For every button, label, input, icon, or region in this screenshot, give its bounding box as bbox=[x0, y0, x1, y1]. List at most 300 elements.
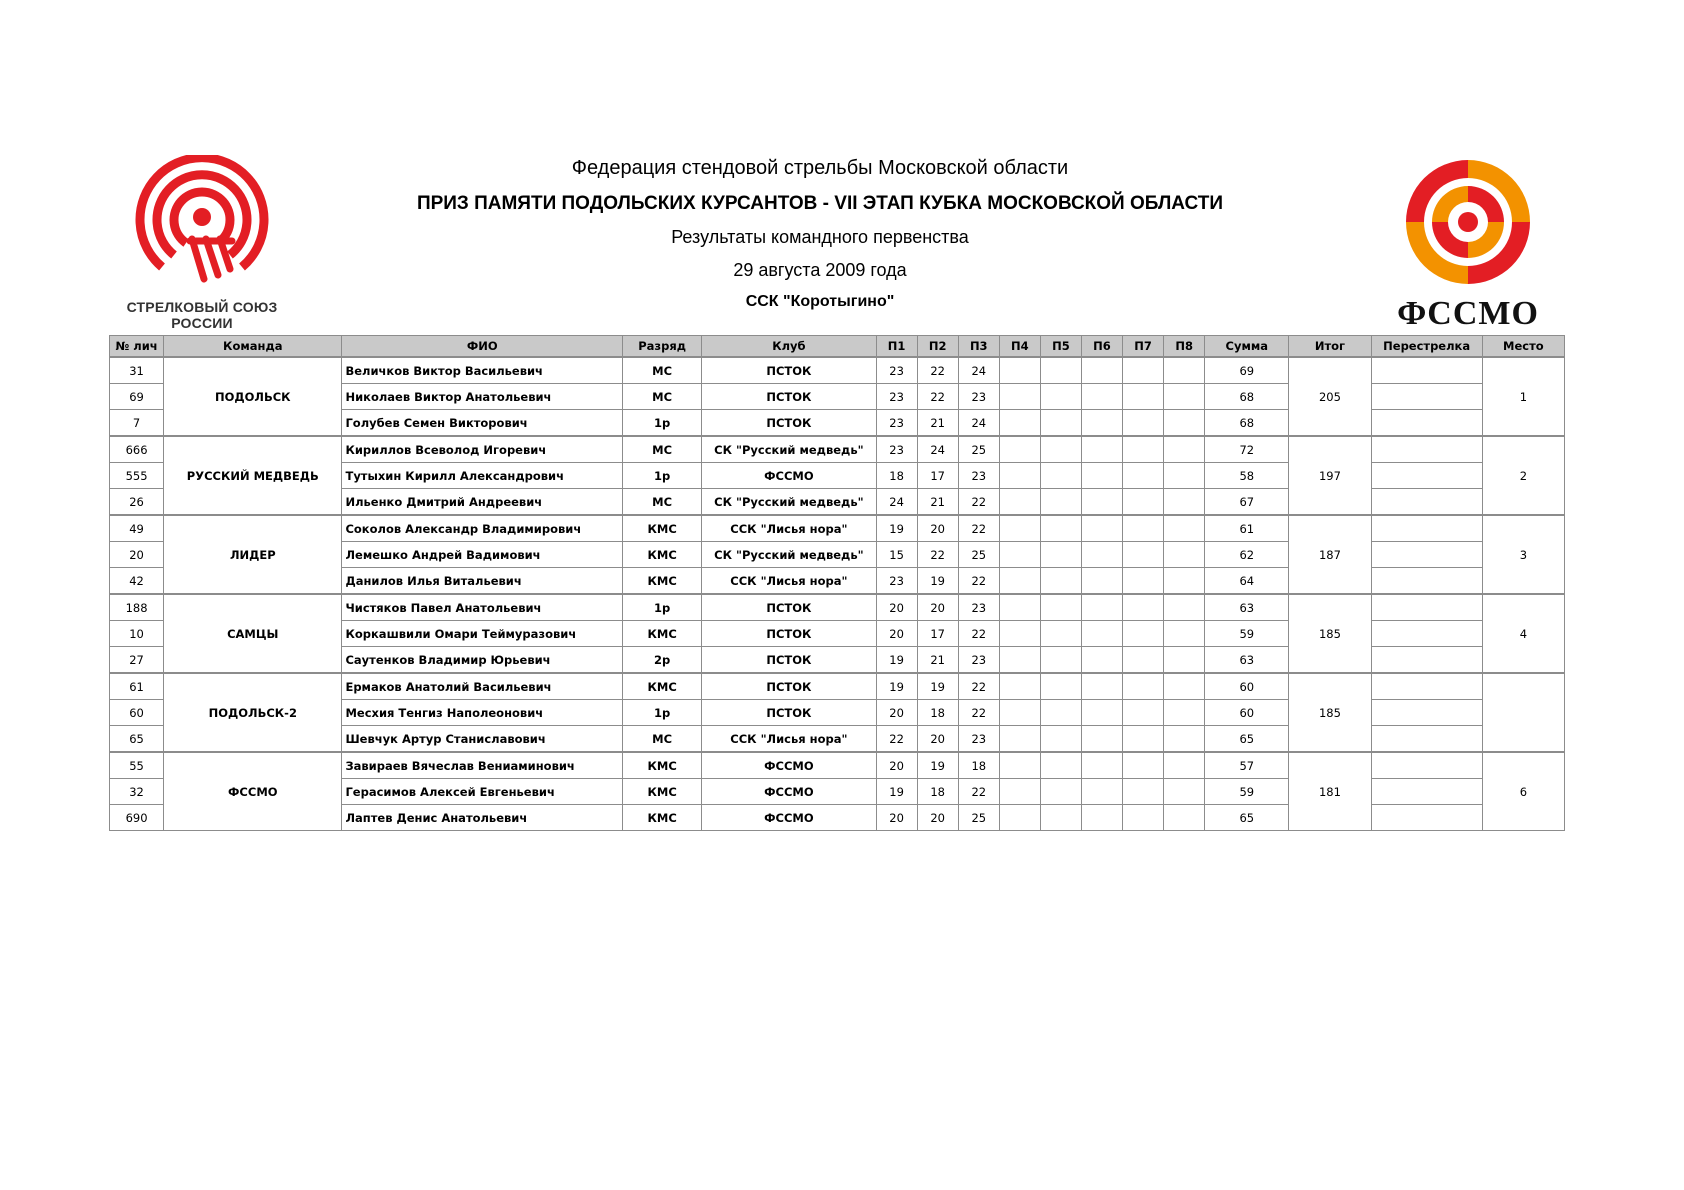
round-3-score: 22 bbox=[958, 515, 999, 542]
round-8-score bbox=[1164, 647, 1205, 674]
shootoff-cell bbox=[1371, 752, 1482, 779]
round-1-score: 18 bbox=[876, 463, 917, 489]
round-2-score: 22 bbox=[917, 542, 958, 568]
round-3-score: 22 bbox=[958, 700, 999, 726]
shooter-number: 690 bbox=[110, 805, 164, 831]
shooter-club: ССК "Лисья нора" bbox=[702, 726, 876, 753]
team-name: ФССМО bbox=[164, 752, 342, 831]
shooter-club: ФССМО bbox=[702, 779, 876, 805]
event-venue: ССК "Коротыгино" bbox=[745, 293, 895, 310]
table-body bbox=[110, 357, 1565, 831]
left-logo-caption-line1: СТРЕЛКОВЫЙ СОЮЗ bbox=[126, 299, 278, 315]
round-8-score bbox=[1164, 542, 1205, 568]
team-total: 197 bbox=[1289, 436, 1371, 515]
shooter-rank: КМС bbox=[623, 568, 702, 595]
shooter-number: 31 bbox=[110, 357, 164, 384]
round-5-score bbox=[1040, 647, 1081, 674]
column-header: П7 bbox=[1123, 336, 1164, 358]
round-7-score bbox=[1123, 463, 1164, 489]
shooter-number: 65 bbox=[110, 726, 164, 753]
shootoff-cell bbox=[1371, 410, 1482, 437]
round-6-score bbox=[1081, 621, 1122, 647]
round-6-score bbox=[1081, 357, 1122, 384]
shooter-sum: 59 bbox=[1205, 779, 1289, 805]
team-name: ПОДОЛЬСК bbox=[164, 357, 342, 436]
shooter-number: 61 bbox=[110, 673, 164, 700]
table-row bbox=[110, 436, 1565, 463]
column-header: Сумма bbox=[1205, 336, 1289, 358]
round-4-score bbox=[999, 515, 1040, 542]
shootoff-cell bbox=[1371, 805, 1482, 831]
shootoff-cell bbox=[1371, 779, 1482, 805]
round-4-score bbox=[999, 726, 1040, 753]
table-row bbox=[110, 594, 1565, 621]
event-title: ПРИЗ ПАМЯТИ ПОДОЛЬСКИХ КУРСАНТОВ - VII ЭТАП КУБКА МОСКОВСКОЙ ОБЛАСТИ bbox=[416, 193, 1224, 214]
results-subtitle: Результаты командного первенства bbox=[671, 227, 969, 247]
round-7-score bbox=[1123, 357, 1164, 384]
round-1-score: 23 bbox=[876, 436, 917, 463]
shooter-club: СК "Русский медведь" bbox=[702, 542, 876, 568]
round-5-score bbox=[1040, 357, 1081, 384]
round-3-score: 22 bbox=[958, 673, 999, 700]
left-logo-caption-line2: РОССИИ bbox=[171, 315, 233, 331]
round-3-score: 23 bbox=[958, 726, 999, 753]
round-7-score bbox=[1123, 647, 1164, 674]
right-logo-caption: ФССМО bbox=[1397, 295, 1539, 332]
round-4-score bbox=[999, 410, 1040, 437]
shooter-rank: МС bbox=[623, 726, 702, 753]
round-1-score: 23 bbox=[876, 384, 917, 410]
shooter-number: 188 bbox=[110, 594, 164, 621]
round-6-score bbox=[1081, 568, 1122, 595]
column-header: П4 bbox=[999, 336, 1040, 358]
round-2-score: 21 bbox=[917, 410, 958, 437]
shooter-club: ФССМО bbox=[702, 752, 876, 779]
round-3-score: 23 bbox=[958, 384, 999, 410]
round-1-score: 20 bbox=[876, 805, 917, 831]
round-1-score: 24 bbox=[876, 489, 917, 516]
round-8-score bbox=[1164, 568, 1205, 595]
shooter-name: Кириллов Всеволод Игоревич bbox=[342, 436, 623, 463]
shooter-sum: 68 bbox=[1205, 384, 1289, 410]
team-results-table bbox=[109, 335, 1565, 831]
round-5-score bbox=[1040, 542, 1081, 568]
team-total: 185 bbox=[1289, 594, 1371, 673]
round-2-score: 21 bbox=[917, 489, 958, 516]
column-header: П8 bbox=[1164, 336, 1205, 358]
round-2-score: 18 bbox=[917, 700, 958, 726]
round-4-score bbox=[999, 700, 1040, 726]
shooter-name: Шевчук Артур Станиславович bbox=[342, 726, 623, 753]
table-header-row bbox=[110, 336, 1565, 358]
team-name: САМЦЫ bbox=[164, 594, 342, 673]
shooter-sum: 72 bbox=[1205, 436, 1289, 463]
shooter-club: ПСТОК bbox=[702, 621, 876, 647]
round-7-score bbox=[1123, 594, 1164, 621]
shooter-club: ПСТОК bbox=[702, 410, 876, 437]
shooter-name: Чистяков Павел Анатольевич bbox=[342, 594, 623, 621]
shooter-number: 42 bbox=[110, 568, 164, 595]
shooter-club: СК "Русский медведь" bbox=[702, 489, 876, 516]
shooter-sum: 65 bbox=[1205, 805, 1289, 831]
shooter-number: 32 bbox=[110, 779, 164, 805]
shooter-sum: 69 bbox=[1205, 357, 1289, 384]
shootoff-cell bbox=[1371, 384, 1482, 410]
round-7-score bbox=[1123, 621, 1164, 647]
shootoff-cell bbox=[1371, 515, 1482, 542]
round-6-score bbox=[1081, 463, 1122, 489]
column-header: № лич bbox=[110, 336, 164, 358]
round-3-score: 22 bbox=[958, 779, 999, 805]
shooter-sum: 60 bbox=[1205, 673, 1289, 700]
round-8-score bbox=[1164, 410, 1205, 437]
shooter-number: 26 bbox=[110, 489, 164, 516]
shooter-name: Коркашвили Омари Теймуразович bbox=[342, 621, 623, 647]
round-5-score bbox=[1040, 700, 1081, 726]
document-header bbox=[380, 155, 1260, 313]
round-8-score bbox=[1164, 357, 1205, 384]
event-date: 29 августа 2009 года bbox=[733, 260, 907, 280]
team-place: 3 bbox=[1482, 515, 1564, 594]
fssmo-target-icon bbox=[1383, 152, 1553, 292]
table-row bbox=[110, 752, 1565, 779]
shootoff-cell bbox=[1371, 489, 1482, 516]
round-6-score bbox=[1081, 542, 1122, 568]
round-5-score bbox=[1040, 489, 1081, 516]
round-7-score bbox=[1123, 542, 1164, 568]
shooter-club: ПСТОК bbox=[702, 700, 876, 726]
round-6-score bbox=[1081, 410, 1122, 437]
round-8-score bbox=[1164, 436, 1205, 463]
column-header: Разряд bbox=[623, 336, 702, 358]
shooter-sum: 68 bbox=[1205, 410, 1289, 437]
shooter-club: ССК "Лисья нора" bbox=[702, 515, 876, 542]
shooter-name: Данилов Илья Витальевич bbox=[342, 568, 623, 595]
round-4-score bbox=[999, 673, 1040, 700]
shooter-name: Николаев Виктор Анатольевич bbox=[342, 384, 623, 410]
shooter-sum: 60 bbox=[1205, 700, 1289, 726]
round-8-score bbox=[1164, 805, 1205, 831]
round-3-score: 25 bbox=[958, 436, 999, 463]
round-4-score bbox=[999, 489, 1040, 516]
round-4-score bbox=[999, 805, 1040, 831]
shooter-rank: 1р bbox=[623, 410, 702, 437]
shooter-number: 69 bbox=[110, 384, 164, 410]
round-4-score bbox=[999, 384, 1040, 410]
round-1-score: 20 bbox=[876, 700, 917, 726]
shooter-club: ПСТОК bbox=[702, 357, 876, 384]
round-6-score bbox=[1081, 594, 1122, 621]
round-2-score: 17 bbox=[917, 463, 958, 489]
round-1-score: 15 bbox=[876, 542, 917, 568]
round-6-score bbox=[1081, 700, 1122, 726]
shooter-club: ПСТОК bbox=[702, 647, 876, 674]
team-name: РУССКИЙ МЕДВЕДЬ bbox=[164, 436, 342, 515]
round-8-score bbox=[1164, 700, 1205, 726]
shooter-number: 27 bbox=[110, 647, 164, 674]
shooter-sum: 63 bbox=[1205, 594, 1289, 621]
round-7-score bbox=[1123, 436, 1164, 463]
round-6-score bbox=[1081, 805, 1122, 831]
column-header: Перестрелка bbox=[1371, 336, 1482, 358]
round-7-score bbox=[1123, 805, 1164, 831]
shooter-rank: МС bbox=[623, 436, 702, 463]
shooter-sum: 57 bbox=[1205, 752, 1289, 779]
round-4-score bbox=[999, 568, 1040, 595]
shooter-name: Лаптев Денис Анатольевич bbox=[342, 805, 623, 831]
round-1-score: 20 bbox=[876, 621, 917, 647]
round-6-score bbox=[1081, 489, 1122, 516]
team-place bbox=[1482, 673, 1564, 752]
team-total: 181 bbox=[1289, 752, 1371, 831]
shooter-rank: 1р bbox=[623, 463, 702, 489]
round-2-score: 22 bbox=[917, 357, 958, 384]
column-header: П6 bbox=[1081, 336, 1122, 358]
shooter-sum: 58 bbox=[1205, 463, 1289, 489]
round-5-score bbox=[1040, 463, 1081, 489]
column-header: П5 bbox=[1040, 336, 1081, 358]
round-1-score: 20 bbox=[876, 594, 917, 621]
round-2-score: 17 bbox=[917, 621, 958, 647]
round-6-score bbox=[1081, 436, 1122, 463]
round-4-score bbox=[999, 647, 1040, 674]
round-8-score bbox=[1164, 779, 1205, 805]
team-place: 2 bbox=[1482, 436, 1564, 515]
fssmo-logo bbox=[1383, 152, 1553, 332]
shooter-club: ПСТОК bbox=[702, 673, 876, 700]
column-header: Клуб bbox=[702, 336, 876, 358]
round-6-score bbox=[1081, 779, 1122, 805]
round-2-score: 20 bbox=[917, 726, 958, 753]
shooter-name: Величков Виктор Васильевич bbox=[342, 357, 623, 384]
round-8-score bbox=[1164, 673, 1205, 700]
column-header: П2 bbox=[917, 336, 958, 358]
shooter-name: Саутенков Владимир Юрьевич bbox=[342, 647, 623, 674]
round-7-score bbox=[1123, 489, 1164, 516]
round-4-score bbox=[999, 463, 1040, 489]
round-5-score bbox=[1040, 779, 1081, 805]
round-5-score bbox=[1040, 673, 1081, 700]
shooter-rank: КМС bbox=[623, 805, 702, 831]
round-7-score bbox=[1123, 568, 1164, 595]
round-8-score bbox=[1164, 726, 1205, 753]
shootoff-cell bbox=[1371, 647, 1482, 674]
shooter-name: Завираев Вячеслав Вениаминович bbox=[342, 752, 623, 779]
shooter-number: 555 bbox=[110, 463, 164, 489]
table-row bbox=[110, 515, 1565, 542]
team-place: 1 bbox=[1482, 357, 1564, 436]
shooter-rank: МС bbox=[623, 489, 702, 516]
round-3-score: 22 bbox=[958, 489, 999, 516]
column-header: Команда bbox=[164, 336, 342, 358]
shootoff-cell bbox=[1371, 621, 1482, 647]
shootoff-cell bbox=[1371, 436, 1482, 463]
team-place: 4 bbox=[1482, 594, 1564, 673]
round-5-score bbox=[1040, 384, 1081, 410]
shooter-name: Голубев Семен Викторович bbox=[342, 410, 623, 437]
column-header: Итог bbox=[1289, 336, 1371, 358]
round-2-score: 19 bbox=[917, 673, 958, 700]
round-4-score bbox=[999, 752, 1040, 779]
shooter-rank: КМС bbox=[623, 542, 702, 568]
shooter-sum: 59 bbox=[1205, 621, 1289, 647]
shootoff-cell bbox=[1371, 542, 1482, 568]
round-1-score: 22 bbox=[876, 726, 917, 753]
round-5-score bbox=[1040, 410, 1081, 437]
target-logo-icon bbox=[132, 155, 272, 295]
shooter-number: 666 bbox=[110, 436, 164, 463]
round-7-score bbox=[1123, 726, 1164, 753]
column-header: Место bbox=[1482, 336, 1564, 358]
shooter-name: Лемешко Андрей Вадимович bbox=[342, 542, 623, 568]
round-1-score: 23 bbox=[876, 410, 917, 437]
round-8-score bbox=[1164, 752, 1205, 779]
shooter-rank: КМС bbox=[623, 752, 702, 779]
round-8-score bbox=[1164, 463, 1205, 489]
table-row bbox=[110, 357, 1565, 384]
round-3-score: 24 bbox=[958, 357, 999, 384]
team-name: ЛИДЕР bbox=[164, 515, 342, 594]
shooter-name: Месхия Тенгиз Наполеонович bbox=[342, 700, 623, 726]
round-7-score bbox=[1123, 410, 1164, 437]
shooter-sum: 61 bbox=[1205, 515, 1289, 542]
round-2-score: 20 bbox=[917, 594, 958, 621]
round-7-score bbox=[1123, 515, 1164, 542]
round-3-score: 23 bbox=[958, 594, 999, 621]
shooter-rank: МС bbox=[623, 384, 702, 410]
round-6-score bbox=[1081, 673, 1122, 700]
shooter-sum: 67 bbox=[1205, 489, 1289, 516]
column-header: П1 bbox=[876, 336, 917, 358]
round-3-score: 25 bbox=[958, 805, 999, 831]
round-2-score: 19 bbox=[917, 752, 958, 779]
shootoff-cell bbox=[1371, 357, 1482, 384]
round-5-score bbox=[1040, 594, 1081, 621]
round-8-score bbox=[1164, 515, 1205, 542]
organization-title: Федерация стендовой стрельбы Московской области bbox=[571, 157, 1069, 179]
shooter-name: Тутыхин Кирилл Александрович bbox=[342, 463, 623, 489]
round-6-score bbox=[1081, 647, 1122, 674]
round-8-score bbox=[1164, 489, 1205, 516]
shooter-club: СК "Русский медведь" bbox=[702, 436, 876, 463]
shooter-rank: КМС bbox=[623, 515, 702, 542]
shootoff-cell bbox=[1371, 594, 1482, 621]
team-total: 185 bbox=[1289, 673, 1371, 752]
round-2-score: 18 bbox=[917, 779, 958, 805]
round-8-score bbox=[1164, 594, 1205, 621]
shooter-rank: 1р bbox=[623, 700, 702, 726]
shooter-rank: КМС bbox=[623, 621, 702, 647]
shooter-sum: 63 bbox=[1205, 647, 1289, 674]
round-6-score bbox=[1081, 384, 1122, 410]
shooter-sum: 65 bbox=[1205, 726, 1289, 753]
shooter-club: ПСТОК bbox=[702, 384, 876, 410]
round-1-score: 20 bbox=[876, 752, 917, 779]
shooter-name: Ермаков Анатолий Васильевич bbox=[342, 673, 623, 700]
round-1-score: 23 bbox=[876, 568, 917, 595]
round-4-score bbox=[999, 436, 1040, 463]
round-1-score: 19 bbox=[876, 673, 917, 700]
round-3-score: 22 bbox=[958, 568, 999, 595]
round-5-score bbox=[1040, 805, 1081, 831]
round-5-score bbox=[1040, 436, 1081, 463]
round-2-score: 21 bbox=[917, 647, 958, 674]
shooter-rank: КМС bbox=[623, 779, 702, 805]
round-7-score bbox=[1123, 384, 1164, 410]
round-3-score: 24 bbox=[958, 410, 999, 437]
shooter-club: ФССМО bbox=[702, 805, 876, 831]
shooter-club: ФССМО bbox=[702, 463, 876, 489]
round-1-score: 19 bbox=[876, 779, 917, 805]
shooter-rank: КМС bbox=[623, 673, 702, 700]
round-2-score: 20 bbox=[917, 515, 958, 542]
shooter-number: 60 bbox=[110, 700, 164, 726]
shooter-sum: 64 bbox=[1205, 568, 1289, 595]
shooter-rank: МС bbox=[623, 357, 702, 384]
round-3-score: 25 bbox=[958, 542, 999, 568]
round-3-score: 18 bbox=[958, 752, 999, 779]
shooter-number: 55 bbox=[110, 752, 164, 779]
shooter-club: ПСТОК bbox=[702, 594, 876, 621]
shooter-rank: 1р bbox=[623, 594, 702, 621]
round-3-score: 23 bbox=[958, 647, 999, 674]
round-4-score bbox=[999, 779, 1040, 805]
shooter-name: Ильенко Дмитрий Андреевич bbox=[342, 489, 623, 516]
round-7-score bbox=[1123, 779, 1164, 805]
round-7-score bbox=[1123, 700, 1164, 726]
round-4-score bbox=[999, 542, 1040, 568]
round-6-score bbox=[1081, 752, 1122, 779]
round-7-score bbox=[1123, 673, 1164, 700]
shooter-number: 49 bbox=[110, 515, 164, 542]
round-2-score: 24 bbox=[917, 436, 958, 463]
round-6-score bbox=[1081, 726, 1122, 753]
round-5-score bbox=[1040, 568, 1081, 595]
round-2-score: 19 bbox=[917, 568, 958, 595]
column-header: П3 bbox=[958, 336, 999, 358]
round-1-score: 19 bbox=[876, 515, 917, 542]
shooter-name: Соколов Александр Владимирович bbox=[342, 515, 623, 542]
shootoff-cell bbox=[1371, 700, 1482, 726]
round-2-score: 22 bbox=[917, 384, 958, 410]
round-6-score bbox=[1081, 515, 1122, 542]
shooter-number: 10 bbox=[110, 621, 164, 647]
shootoff-cell bbox=[1371, 463, 1482, 489]
column-header: ФИО bbox=[342, 336, 623, 358]
round-5-score bbox=[1040, 621, 1081, 647]
round-5-score bbox=[1040, 515, 1081, 542]
shooter-name: Герасимов Алексей Евгеньевич bbox=[342, 779, 623, 805]
shootoff-cell bbox=[1371, 726, 1482, 753]
round-4-score bbox=[999, 621, 1040, 647]
round-3-score: 23 bbox=[958, 463, 999, 489]
round-1-score: 23 bbox=[876, 357, 917, 384]
team-total: 205 bbox=[1289, 357, 1371, 436]
round-3-score: 22 bbox=[958, 621, 999, 647]
round-5-score bbox=[1040, 726, 1081, 753]
left-logo-caption bbox=[117, 299, 287, 331]
shooter-number: 7 bbox=[110, 410, 164, 437]
team-total: 187 bbox=[1289, 515, 1371, 594]
round-5-score bbox=[1040, 752, 1081, 779]
shooter-sum: 62 bbox=[1205, 542, 1289, 568]
shooting-union-logo bbox=[117, 155, 287, 331]
round-8-score bbox=[1164, 621, 1205, 647]
round-7-score bbox=[1123, 752, 1164, 779]
round-1-score: 19 bbox=[876, 647, 917, 674]
team-place: 6 bbox=[1482, 752, 1564, 831]
round-2-score: 20 bbox=[917, 805, 958, 831]
